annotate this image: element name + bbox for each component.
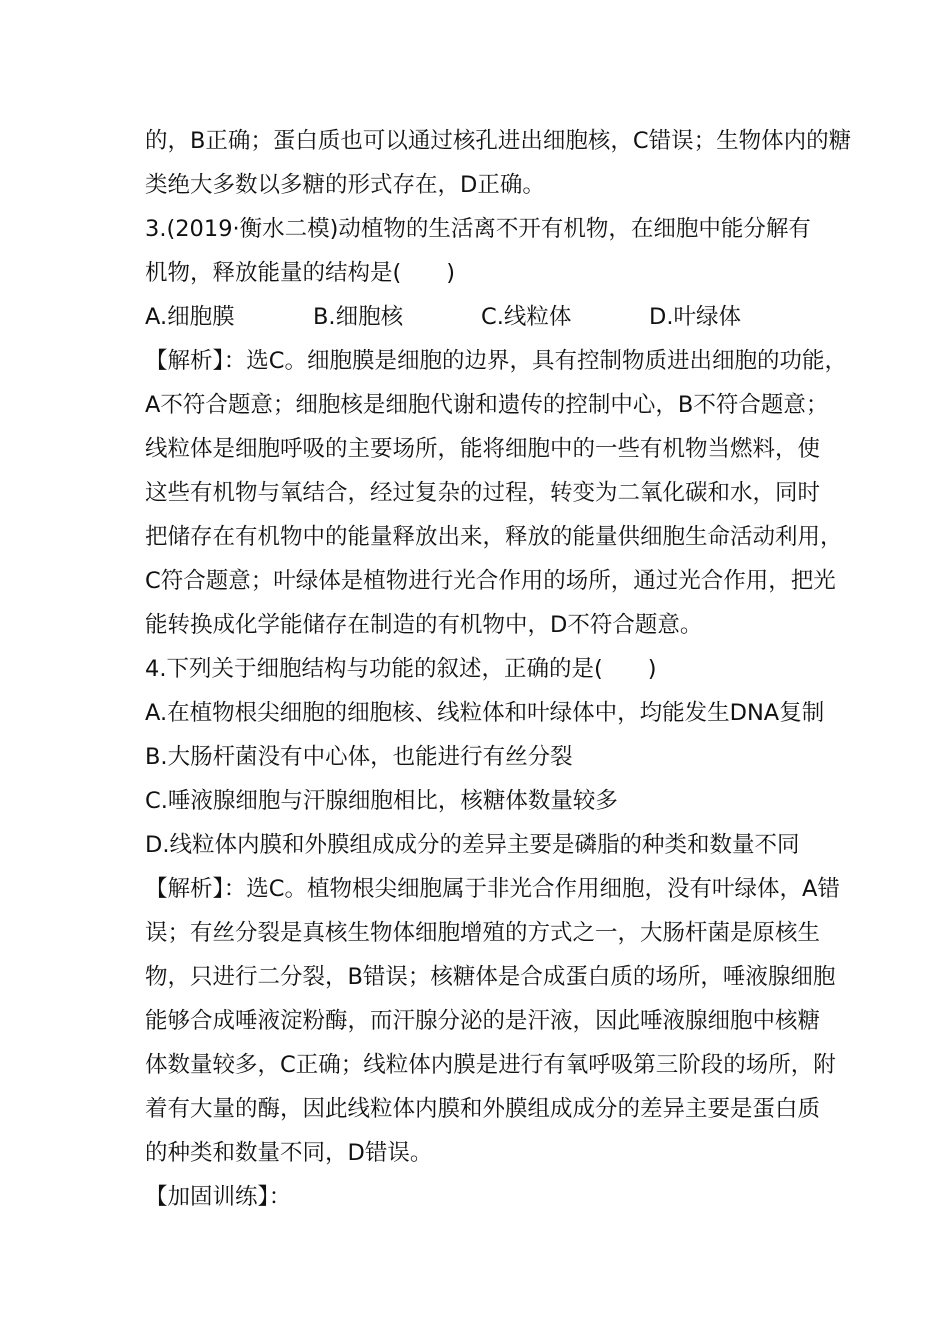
q3-analysis-line: 线粒体是细胞呼吸的主要场所，能将细胞中的一些有机物当燃料，使 xyxy=(145,436,821,462)
q4-analysis-line: 体数量较多，C正确；线粒体内膜是进行有氧呼吸第三阶段的场所，附 xyxy=(145,1052,836,1078)
q3-option-a: A.细胞膜 xyxy=(145,304,235,330)
q4-option-d: D.线粒体内膜和外膜组成成分的差异主要是磷脂的种类和数量不同 xyxy=(145,832,800,858)
q4-analysis-line: 【解析】：选C。植物根尖细胞属于非光合作用细胞，没有叶绿体，A错 xyxy=(145,876,840,902)
q3-analysis-line: 能转换成化学能储存在制造的有机物中，D不符合题意。 xyxy=(145,612,703,638)
q2-analysis-line: 类绝大多数以多糖的形式存在，D正确。 xyxy=(145,172,545,198)
q4-analysis-line: 的种类和数量不同，D错误。 xyxy=(145,1140,433,1166)
q4-option-b: B.大肠杆菌没有中心体，也能进行有丝分裂 xyxy=(145,744,573,770)
q3-analysis-line: C符合题意；叶绿体是植物进行光合作用的场所，通过光合作用，把光 xyxy=(145,568,836,594)
q3-analysis-line: 这些有机物与氧结合，经过复杂的过程，转变为二氧化碳和水，同时 xyxy=(145,480,821,506)
q4-analysis-line: 能够合成唾液淀粉酶，而汗腺分泌的是汗液，因此唾液腺细胞中核糖 xyxy=(145,1008,821,1034)
q4-option-c: C.唾液腺细胞与汗腺细胞相比，核糖体数量较多 xyxy=(145,788,618,814)
q2-analysis-line: 的，B正确；蛋白质也可以通过核孔进出细胞核，C错误；生物体内的糖 xyxy=(145,128,852,154)
q3-analysis-line: 把储存在有机物中的能量释放出来，释放的能量供细胞生命活动利用， xyxy=(145,524,843,550)
q3-stem-line: 机物，释放能量的结构是( ) xyxy=(145,260,456,286)
reinforce-training-heading: 【加固训练】： xyxy=(145,1184,292,1210)
q4-analysis-line: 着有大量的酶，因此线粒体内膜和外膜组成成分的差异主要是蛋白质 xyxy=(145,1096,821,1122)
q4-analysis-line: 物，只进行二分裂，B错误；核糖体是合成蛋白质的场所，唾液腺细胞 xyxy=(145,964,836,990)
q3-option-b: B.细胞核 xyxy=(313,304,404,330)
q4-option-a: A.在植物根尖细胞的细胞核、线粒体和叶绿体中，均能发生DNA复制 xyxy=(145,700,825,726)
q4-analysis-line: 误；有丝分裂是真核生物体细胞增殖的方式之一，大肠杆菌是原核生 xyxy=(145,920,821,946)
q4-stem-line: 4.下列关于细胞结构与功能的叙述，正确的是( ) xyxy=(145,656,657,682)
q3-analysis-line: A不符合题意；细胞核是细胞代谢和遗传的控制中心，B不符合题意； xyxy=(145,392,829,418)
q3-analysis-line: 【解析】：选C。细胞膜是细胞的边界，具有控制物质进出细胞的功能， xyxy=(145,348,847,374)
q3-option-c: C.线粒体 xyxy=(481,304,572,330)
q3-option-d: D.叶绿体 xyxy=(649,304,741,330)
q3-stem-line: 3.(2019·衡水二模)动植物的生活离不开有机物，在细胞中能分解有 xyxy=(145,216,811,242)
